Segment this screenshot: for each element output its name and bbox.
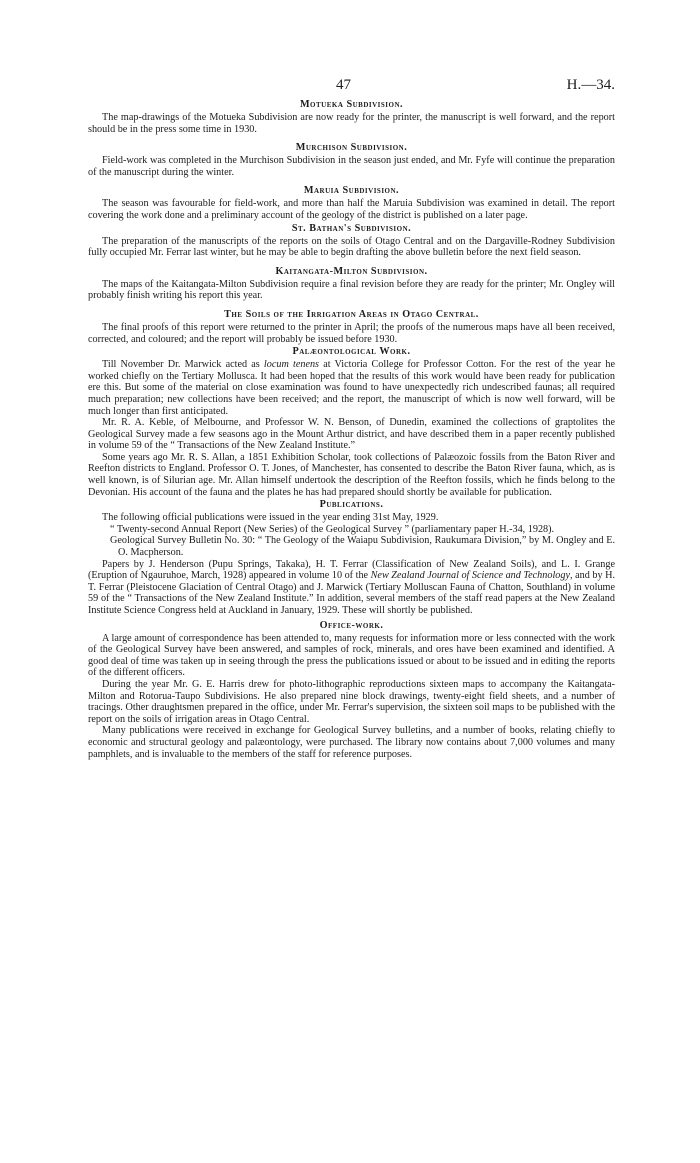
section-heading: Maruia Subdivision. bbox=[303, 185, 400, 197]
section-publications bbox=[88, 498, 615, 616]
text-run: at Victoria College for Professor Cotton. For the rest of the year he worked chiefly on the Tertiary Mollusca. It had been hoped that the results of this work would have been ready for publication ere this. But some of the material on close examination was found to have unexpectedly rich undescribed faunas; all required much preparation; new collections have been received; and the report, the manuscript of which is now well forward, will be much longer than first anticipated. bbox=[88, 359, 615, 417]
section-soils-irrigation bbox=[88, 308, 615, 345]
section-st-bathans bbox=[88, 222, 615, 259]
section-office-work bbox=[88, 619, 615, 761]
text-run: Papers by J. Henderson (Pupu Springs, Takaka), H. T. Ferrar (Classification of New Zealand Soils), and L. I. Grange (Eruption of Ngauruhoe, March, 1928) appeared in volume 10 of the bbox=[88, 558, 615, 582]
section-heading: Office-work. bbox=[319, 619, 384, 631]
paragraph: The following official publications were issued in the year ending 31st May, 1929. bbox=[102, 512, 439, 524]
paragraph: Mr. R. A. Keble, of Melbourne, and Professor W. N. Benson, of Dunedin, examined the collections of graptolites the Geological Survey made a few seasons ago in the Mount Arthur district, and have described them in a paper recently published in volume 59 of the “ Transactions of the New Zealand Institute.” bbox=[88, 417, 615, 452]
italic-term: locum tenens bbox=[263, 359, 320, 371]
paragraph: Some years ago Mr. R. S. Allan, a 1851 Exhibition Scholar, took collections of Palæozoic fossils from the Baton River and Reefton districts to England. Professor O. T. Jones, of Manchester, has consented to describe the Baton River fauna, which, as is well known, is of Silurian age. Mr. Allan himself undertook the description of the Reefton fossils, which he finds belong to the Devonian. His account of the fauna and the plates he has had prepared should shortly be available for publication. bbox=[88, 451, 615, 498]
document-page bbox=[88, 0, 615, 760]
section-kaitangata-milton bbox=[88, 265, 615, 302]
paragraph: The map-drawings of the Motueka Subdivision are now ready for the printer, the manuscript is well forward, and the report should be in the press some time in 1930. bbox=[88, 112, 615, 135]
paragraph bbox=[88, 359, 615, 417]
section-heading: St. Bathan's Subdivision. bbox=[291, 222, 412, 234]
document-reference: H.—34. bbox=[566, 77, 615, 93]
section-heading: Motueka Subdivision. bbox=[299, 99, 404, 110]
paragraph: The season was favourable for field-work, and more than half the Maruia Subdivision was examined in detail. The report covering the work done and a preliminary account of the geology of the district is published on a later page. bbox=[88, 198, 615, 221]
paragraph: During the year Mr. G. E. Harris drew for photo-lithographic reproductions sixteen maps to accompany the Kaitangata-Milton and Rotorua-Taupo Subdivisions. He also prepared nine block drawings, twenty-eight field sheets, and a number of tracings. Other draughtsmen prepared in the office, under Mr. Ferrar's supervision, the sixteen soil maps to be published with the report on the soils of irrigation areas in Otago Central. bbox=[88, 678, 615, 725]
text-run: , and by H. T. Ferrar (Pleistocene Glaciation of Central Otago) and J. Marwick (Tertiary Molluscan Fauna of Chatton, Southland) in volume 59 of the “ Transactions of the New Zealand Institute.” In addition, several members of the staff read papers at the New Zealand Institute Science Congress held at Auckland in January, 1929. These will shortly be published. bbox=[88, 570, 616, 616]
paragraph bbox=[88, 559, 615, 617]
paragraph: The maps of the Kaitangata-Milton Subdivision require a final revision before they are ready for the printer; Mr. Ongley will probably finish writing his report this year. bbox=[88, 278, 615, 302]
text-run: Till November Dr. Marwick acted as bbox=[102, 359, 264, 371]
section-heading: Kaitangata-Milton Subdivision. bbox=[275, 265, 428, 277]
italic-journal-title: New Zealand Journal of Science and Technology bbox=[370, 570, 571, 582]
publication-item: “ Twenty-second Annual Report (New Series) of the Geological Survey ” (parliamentary paper H.-34, 1928). bbox=[110, 523, 555, 535]
page-number: 47 bbox=[336, 77, 351, 93]
section-palaeontological bbox=[88, 345, 615, 498]
section-motueka bbox=[88, 98, 615, 135]
paragraph: Many publications were received in exchange for Geological Survey bulletins, and a number of books, relating chiefly to economic and structural geology and palæontology, were purchased. The library now contains about 7,000 volumes and many pamphlets, and is invaluable to the members of the staff for reference purposes. bbox=[88, 725, 615, 760]
paragraph: Field-work was completed in the Murchison Subdivision in the season just ended, and Mr. Fyfe will continue the preparation of the manuscript during the winter. bbox=[88, 155, 615, 178]
section-heading: Publications. bbox=[319, 499, 384, 511]
section-heading: The Soils of the Irrigation Areas in Otago Central. bbox=[224, 308, 479, 320]
section-maruia bbox=[88, 184, 615, 221]
paragraph: A large amount of correspondence has been attended to, many requests for information more or less connected with the work of the Geological Survey have been answered, and samples of rock, minerals, and ores have been examined and identified. A good deal of time was taken up in seeing through the press the publications issued or about to be issued and in editing the reports of the different officers. bbox=[88, 632, 615, 679]
section-heading: Palæontological Work. bbox=[292, 346, 411, 358]
section-murchison bbox=[88, 141, 615, 178]
section-heading: Murchison Subdivision. bbox=[295, 142, 408, 154]
paragraph: The preparation of the manuscripts of the reports on the soils of Otago Central and on the Dargaville-Rodney Subdivision fully occupied Mr. Ferrar last winter, but he may be able to begin drafting the above bulletin before the next field season. bbox=[88, 235, 615, 259]
publication-item: Geological Survey Bulletin No. 30: “ The Geology of the Waiapu Subdivision, Raukumara Division,” by M. Ongley and E. O. Macpherson. bbox=[110, 535, 615, 559]
page-header bbox=[88, 0, 615, 98]
paragraph: The final proofs of this report were returned to the printer in April; the proofs of the numerous maps have all been received, corrected, and coloured; and the report will probably be issued before 1930. bbox=[88, 321, 615, 345]
